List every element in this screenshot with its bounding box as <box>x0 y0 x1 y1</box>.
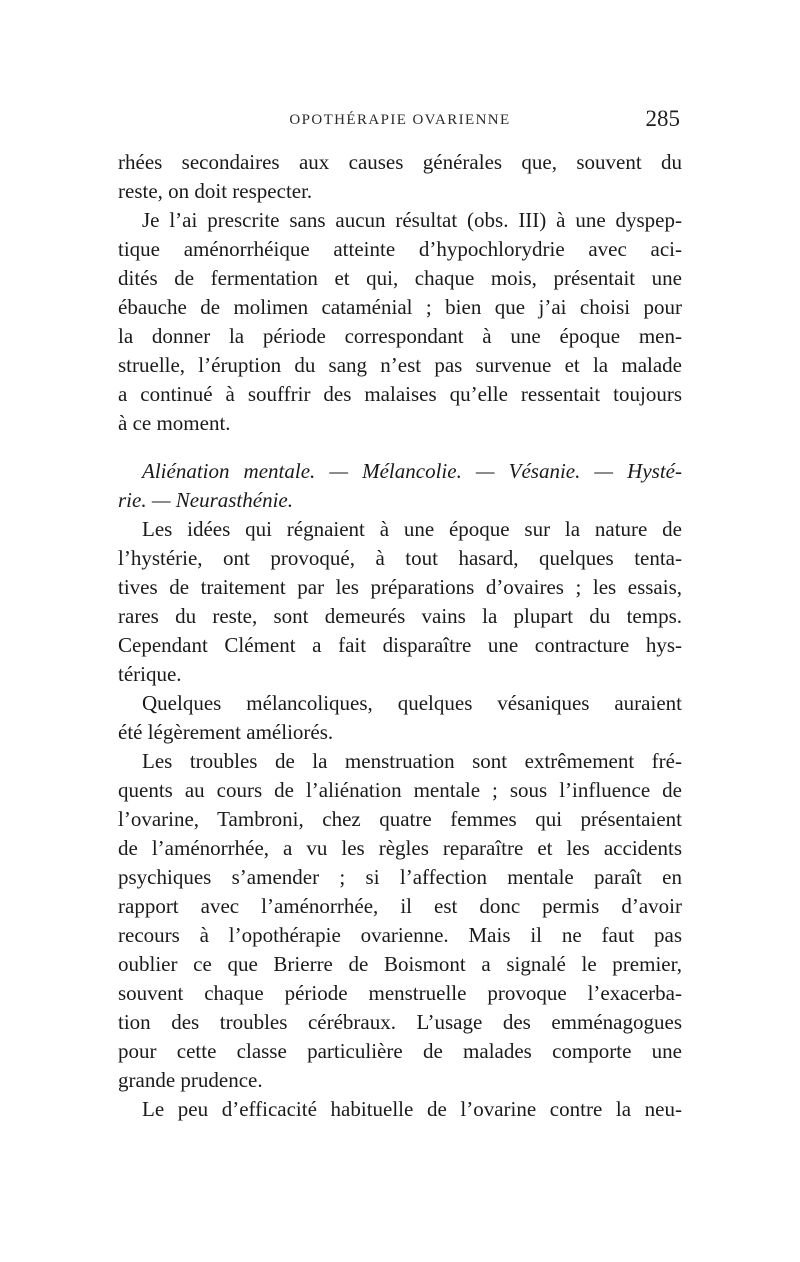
text-line: Le peu d’efficacité habituelle de l’ovarine contre la neu- <box>142 1097 682 1121</box>
text-line: rhées secondaires aux causes générales que, souvent du <box>118 150 682 174</box>
text-line: tion des troubles cérébraux. L’usage des emménagogues <box>118 1010 682 1034</box>
text-line: Les troubles de la menstruation sont extrêmement fré- <box>142 749 682 773</box>
text-line: térique. <box>118 662 182 686</box>
text-line: l’ovarine, Tambroni, chez quatre femmes qui présentaient <box>118 807 682 831</box>
heading-line: Aliénation mentale. — Mélancolie. — Vésanie. — Hysté- <box>142 459 682 483</box>
text-line: dités de fermentation et qui, chaque mois, présentait une <box>118 266 682 290</box>
text-line: a continué à souffrir des malaises qu’elle ressentait toujours <box>118 382 682 406</box>
text-line: grande prudence. <box>118 1068 263 1092</box>
text-line: tives de traitement par les préparations d’ovaires ; les essais, <box>118 575 682 599</box>
text-line: quents au cours de l’aliénation mentale ; sous l’influence de <box>118 778 682 802</box>
text-line: de l’aménorrhée, a vu les règles reparaître et les accidents <box>118 836 682 860</box>
paragraph-6 <box>118 1095 682 1124</box>
page-number: 285 <box>645 106 680 131</box>
text-line: recours à l’opothérapie ovarienne. Mais il ne faut pas <box>118 923 682 947</box>
text-line: struelle, l’éruption du sang n’est pas survenue et la malade <box>118 353 682 377</box>
text-line: tique aménorrhéique atteinte d’hypochlorydrie avec aci- <box>118 237 682 261</box>
body-text <box>118 148 682 1124</box>
heading-line: rie. — Neurasthénie. <box>118 488 293 512</box>
text-line: reste, on doit respecter. <box>118 179 313 203</box>
text-line: Cependant Clément a fait disparaître une contracture hys- <box>118 633 682 657</box>
paragraph-2 <box>118 206 682 438</box>
paragraph-1 <box>118 148 682 206</box>
text-line: été légèrement améliorés. <box>118 720 334 744</box>
text-line: oublier ce que Brierre de Boismont a signalé le premier, <box>118 952 682 976</box>
text-line: souvent chaque période menstruelle provoque l’exacerba- <box>118 981 682 1005</box>
running-title: OPOTHÉRAPIE OVARIENNE <box>289 112 511 128</box>
text-line: Les idées qui régnaient à une époque sur la nature de <box>142 517 682 541</box>
text-line: Je l’ai prescrite sans aucun résultat (obs. III) à une dyspep- <box>142 208 682 232</box>
text-line: ébauche de molimen cataménial ; bien que j’ai choisi pour <box>118 295 682 319</box>
text-line: l’hystérie, ont provoqué, à tout hasard, quelques tenta- <box>118 546 682 570</box>
paragraph-4 <box>118 689 682 747</box>
text-line: rapport avec l’aménorrhée, il est donc permis d’avoir <box>118 894 682 918</box>
text-line: à ce moment. <box>118 411 231 435</box>
paragraph-3 <box>118 515 682 689</box>
section-spacer <box>118 438 682 457</box>
paragraph-5 <box>118 747 682 1095</box>
text-line: pour cette classe particulière de malades comporte une <box>118 1039 682 1063</box>
text-line: psychiques s’amender ; si l’affection mentale paraît en <box>118 865 682 889</box>
text-line: la donner la période correspondant à une époque men- <box>118 324 682 348</box>
section-heading <box>118 457 682 515</box>
text-line: Quelques mélancoliques, quelques vésaniques auraient <box>142 691 682 715</box>
text-line: rares du reste, sont demeurés vains la plupart du temps. <box>118 604 682 628</box>
page-header <box>118 106 682 136</box>
